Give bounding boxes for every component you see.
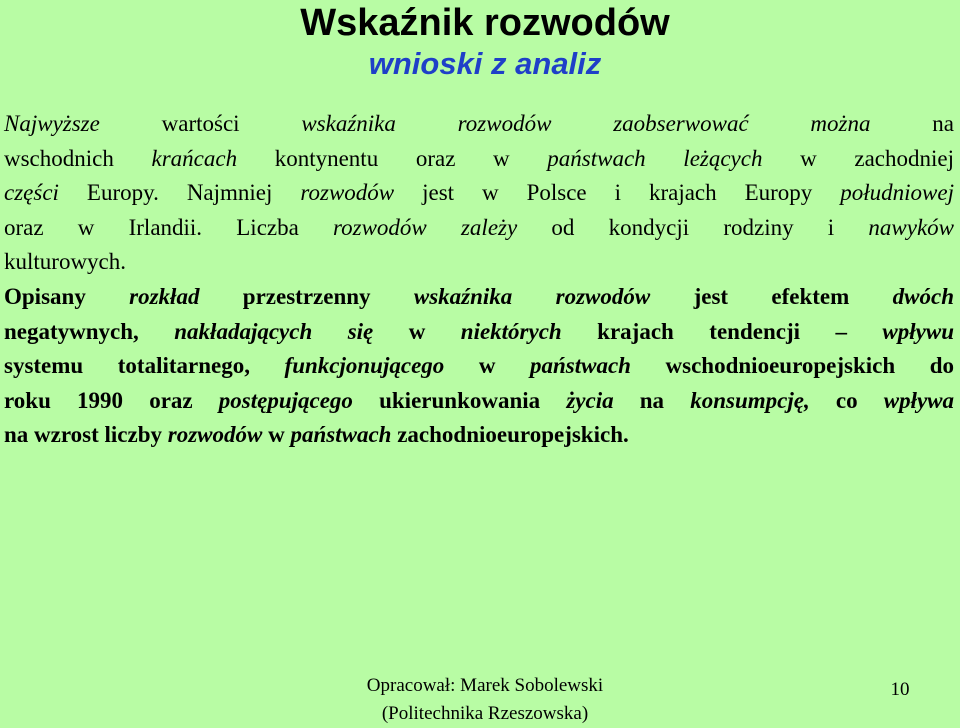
text-run: w [373,318,461,344]
text-run: roku 1990 oraz [4,387,219,413]
text-run: wartości [99,111,302,136]
text-run: systemu totalitarnego, [4,353,285,379]
italic-text-run: rozwodów [300,180,395,206]
italic-text-run: wskaźnika rozwodów zaobserwować można [301,111,871,136]
text-run: od kondycji rodziny i [517,214,869,240]
italic-text-run: niektórych [460,318,562,344]
italic-text-run: konsumpcję, [690,387,810,413]
italic-text-run: funkcjonującego [284,353,445,379]
paragraph-line [4,315,954,350]
italic-text-run: państwach leżących [547,145,763,171]
footer-author-institution: (Politechnika Rzeszowska) [381,703,589,724]
paragraph-line [4,211,954,246]
text-run: na wzrost liczby [4,422,168,448]
italic-text-run: rozkład [129,284,200,309]
text-run: zachodnioeuropejskich. [391,422,629,448]
italic-text-run: krańcach [151,145,238,171]
paragraph-line [4,176,954,211]
italic-text-run: państwach [530,353,631,379]
paragraph-divorce-rate-distribution [4,107,954,280]
text-run: na [613,387,691,413]
text-run: ukierunkowania [352,387,567,413]
text-run: co [809,387,884,413]
italic-text-run: Najwyższe [4,111,100,136]
italic-text-run: wpływu [882,318,954,344]
text-run: w zachodniej [762,145,954,171]
text-run: w [262,422,291,448]
paragraph-divorce-rate-causes [4,280,954,453]
text-run: w [444,353,530,379]
italic-text-run: nakładających się [174,318,374,344]
text-run: na [870,111,954,136]
italic-text-run: postępującego [218,387,353,413]
footer-author-name: Opracował: Marek Sobolewski [366,675,604,696]
italic-text-run: nawyków [868,214,954,240]
slide-subtitle: wnioski z analiz [368,46,602,81]
italic-text-run: rozwodów zależy [333,214,518,240]
footer-author [340,672,630,728]
italic-text-run: dwóch [892,284,954,309]
italic-text-run: części [4,180,59,206]
paragraph-line [4,384,954,419]
paragraph-line [4,280,954,315]
italic-text-run: państwach [290,422,392,448]
paragraph-line [4,107,954,142]
text-run: Opisany [4,284,130,309]
paragraph-line [4,142,954,177]
text-run: wschodnich [4,145,152,171]
text-run: przestrzenny [199,284,414,309]
text-run: Europy. Najmniej [58,180,301,206]
page-number: 10 [890,679,910,700]
slide-title: Wskaźnik rozwodów [300,2,670,44]
text-run: oraz w Irlandii. Liczba [4,214,334,240]
italic-text-run: wpływa [883,387,955,413]
text-run: jest efektem [650,284,893,309]
text-run: krajach tendencji – [561,318,883,344]
paragraph-line [4,245,954,280]
text-run: kulturowych. [4,249,127,275]
paragraph-line [4,349,954,384]
text-run: wschodnioeuropejskich do [630,353,954,379]
italic-text-run: rozwodów [167,422,263,448]
italic-text-run: południowej [840,180,955,206]
text-run: kontynentu oraz w [237,145,548,171]
italic-text-run: życia [566,387,614,413]
italic-text-run: wskaźnika rozwodów [413,284,651,309]
text-run: negatywnych, [4,318,175,344]
paragraph-line [4,418,954,453]
text-run: jest w Polsce i krajach Europy [394,180,841,206]
